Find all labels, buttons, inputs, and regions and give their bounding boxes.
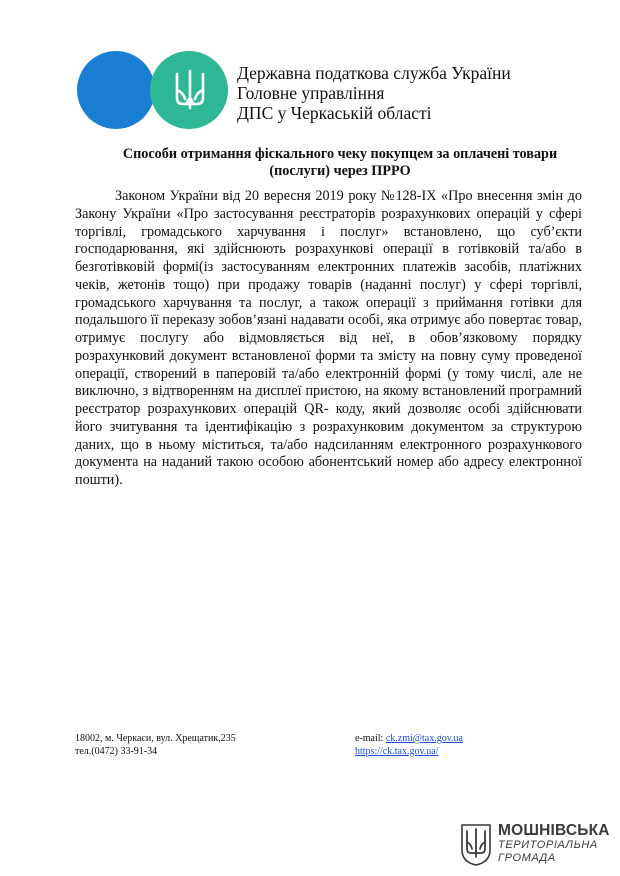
footer-contacts bbox=[75, 732, 236, 758]
org-line-3: ДПС у Черкаській області bbox=[237, 103, 432, 123]
website-link[interactable]: https://ck.tax.gov.ua/ bbox=[355, 746, 439, 757]
footer-address: 18002, м. Черкаси, вул. Хрещатик,235 bbox=[75, 733, 236, 744]
brand-line-2: ТЕРИТОРІАЛЬНА bbox=[498, 839, 598, 851]
document-title bbox=[100, 146, 580, 180]
brand-text bbox=[498, 822, 610, 865]
org-line-1: Державна податкова служба України bbox=[237, 63, 511, 83]
footer-phone: тел.(0472) 33-91-34 bbox=[75, 746, 158, 757]
trident-icon bbox=[461, 824, 491, 866]
organization-name bbox=[237, 63, 511, 123]
email-label: e-mail: bbox=[355, 733, 386, 744]
trident-icon bbox=[173, 68, 207, 112]
email-link[interactable]: ck.zmi@tax.gov.ua bbox=[385, 733, 463, 744]
org-line-2: Головне управління bbox=[237, 83, 385, 103]
brand-line-3: ГРОМАДА bbox=[498, 852, 556, 864]
title-line-2: (послуги) через ПРРО bbox=[269, 163, 411, 179]
footer-online bbox=[355, 732, 463, 758]
footer-email-row bbox=[355, 732, 463, 745]
logo-blue-circle bbox=[77, 51, 155, 129]
community-brand bbox=[458, 822, 608, 870]
brand-line-1: МОШНІВСЬКА bbox=[498, 822, 610, 839]
body-paragraph: Законом України від 20 вересня 2019 року №128-ІХ «Про внесення змін до Закону України «Про застосування реєстраторів розрахункових операцій у сфері торгівлі, громадського харчування і послуг» встановлено, що суб’єкти господарювання, які здійснюють розрахункові операції в готівковій та/або в безготівковій формі(із застосуванням електронних платежів засобів, платіжних чеків, жетонів тощо) при продажу товарів (наданні послуг) у сфері торгівлі, громадського харчування та послуг, а також операції з приймання готівки для подальшого її переказу зобов’язані надавати особі, яка отримує або повертає товар, отримує послугу або відмовляється від неї, в обов’язковому порядку розрахунковий документ встановленої форми та змісту на повну суму проведеної операції, створений в паперовій та/або електронній формі (у тому числі, але не виключно, з відтворенням на дисплеї пристою, на якому встановлений програмний реєстратор розрахункових операцій QR- коду, який дозволяє особі здійснювати його зчитування та ідентифікацію з розрахунковим документом за структурою даних, що в ньому міститься, та/або надсиланням електронного розрахункового документа на наданий такою особою абонентський номер або адресу електронної пошти). bbox=[75, 188, 582, 488]
title-line-1: Способи отримання фіскального чеку покупцем за оплачені товари bbox=[122, 146, 558, 162]
